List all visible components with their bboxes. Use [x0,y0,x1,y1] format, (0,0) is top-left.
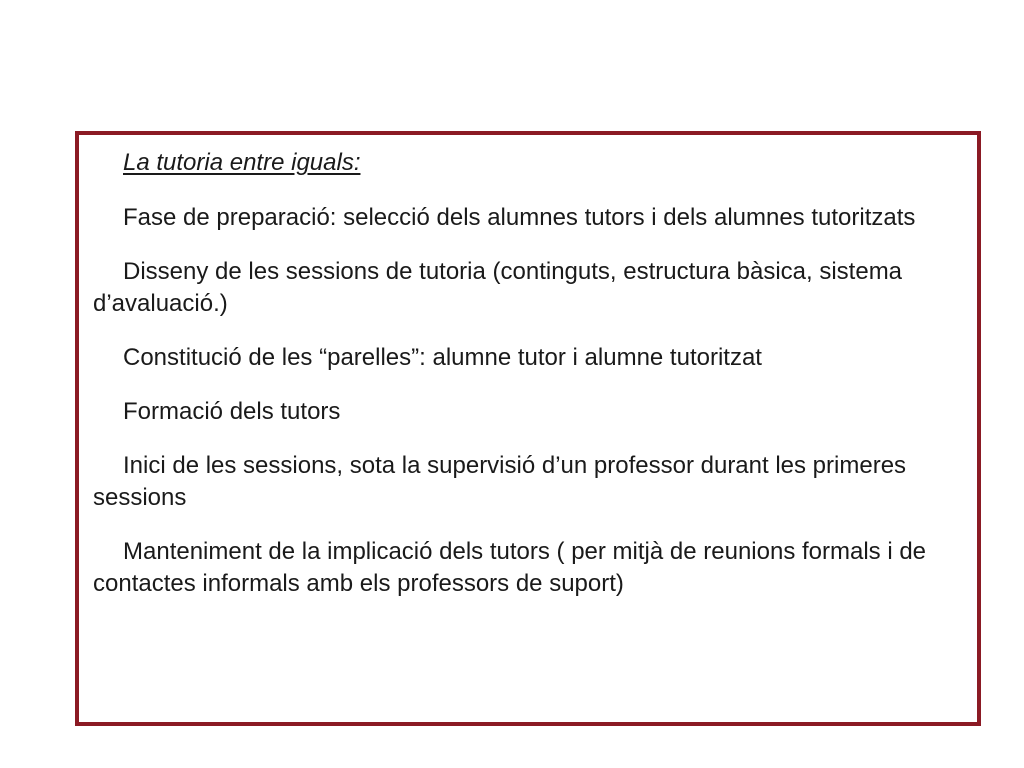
paragraph-session-design: Disseny de les sessions de tutoria (continguts, estructura bàsica, sistema d’avaluació.) [93,258,903,317]
paragraph-tutor-training: Formació dels tutors [123,398,341,425]
paragraph-maintenance: Manteniment de la implicació dels tutors ( per mitjà de reunions formals i de contactes informals amb els professors de suport) [93,538,927,597]
slide-text-box [75,131,981,726]
paragraph-session-start: Inici de les sessions, sota la supervisió d’un professor durant les primeres sessions [93,452,907,511]
slide-heading: La tutoria entre iguals: [123,149,361,176]
paragraph-preparation: Fase de preparació: selecció dels alumnes tutors i dels alumnes tutoritzats [123,204,916,231]
slide-content [93,147,953,622]
paragraph-pairs: Constitució de les “parelles”: alumne tutor i alumne tutoritzat [123,344,762,371]
